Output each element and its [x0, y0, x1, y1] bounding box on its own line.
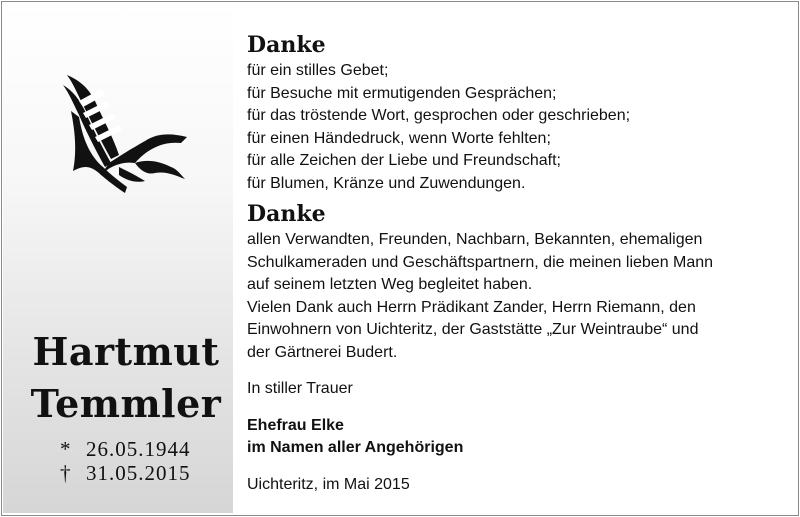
- notice-text: [247, 30, 787, 496]
- place-date: Uichteritz, im Mai 2015: [247, 475, 410, 493]
- signer-name: Ehefrau Elke: [247, 416, 344, 434]
- section1-line: für Besuche mit ermutigenden Gesprächen;: [247, 84, 557, 102]
- section1-line: für alle Zeichen der Liebe und Freundschaft;: [247, 152, 561, 169]
- deceased-last-name: Temmler: [30, 381, 222, 426]
- sidebar-panel: [3, 3, 233, 513]
- section2-line: Vielen Dank auch Herrn Prädikant Zander, Herrn Riemann, den: [247, 298, 696, 316]
- section1-line: für einen Händedruck, wenn Worte fehlten;: [247, 129, 551, 147]
- section2-line: der Gärtnerei Budert.: [247, 343, 398, 361]
- death-date: 31.05.2015: [86, 461, 191, 485]
- mourning-intro: In stiller Trauer: [247, 380, 353, 397]
- birth-date-row: [60, 437, 191, 462]
- section2-line: Schulkameraden und Geschäftspartnern, die meinen lieben Mann: [247, 253, 714, 271]
- birth-date: 26.05.1944: [86, 437, 191, 461]
- praying-hands-with-dove-icon: [61, 71, 189, 199]
- section1-line: für Blumen, Kränze und Zuwendungen.: [247, 174, 526, 192]
- death-date-row: [60, 461, 191, 486]
- section2-line: Einwohnern von Uichteritz, der Gaststätte „Zur Weintraube“ und: [247, 321, 699, 338]
- deceased-first-name: Hartmut: [32, 329, 220, 374]
- section2-heading: Danke: [247, 201, 326, 227]
- section1-line: für ein stilles Gebet;: [247, 62, 389, 79]
- signer-family: im Namen aller Angehörigen: [247, 439, 464, 456]
- death-symbol: †: [60, 461, 72, 485]
- birth-symbol: *: [60, 437, 72, 461]
- section2-line: auf seinem letzten Weg begleitet haben.: [247, 276, 533, 293]
- section2-line: allen Verwandten, Freunden, Nachbarn, Bekannten, ehemaligen: [247, 231, 703, 248]
- section1-line: für das tröstende Wort, gesprochen oder geschrieben;: [247, 107, 631, 124]
- section1-heading: Danke: [247, 32, 326, 58]
